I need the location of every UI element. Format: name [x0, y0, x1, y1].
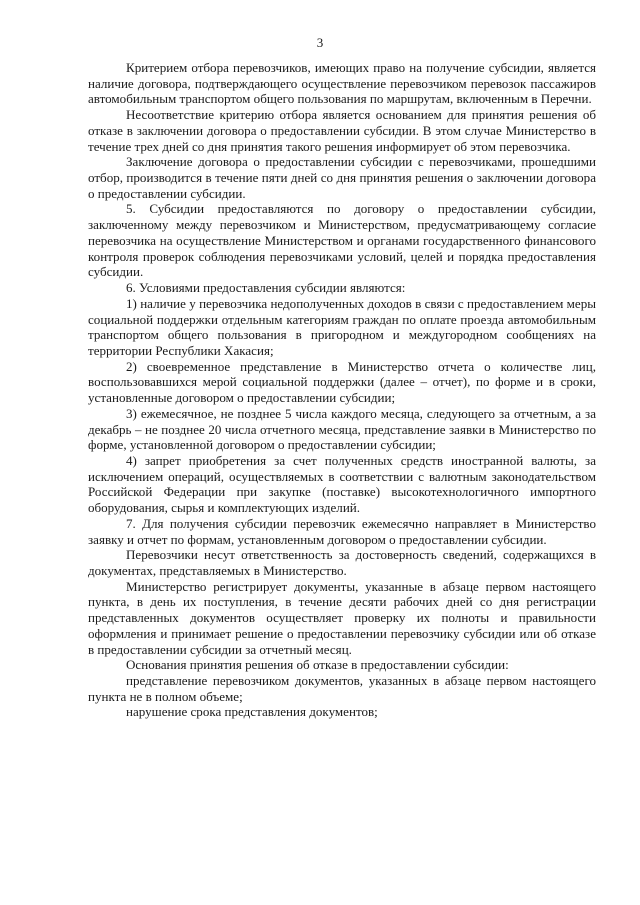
paragraph-condition-1: 1) наличие у перевозчика недополученных доходов в связи с предоставлением меры социальной поддержки отдельным категориям граждан по оплате проезда автомобильным транспортом общего пользования в пригородном и междугородном сообщениях на территории Республики Хакасия;	[88, 295, 596, 358]
paragraph-condition-3: 3) ежемесячное, не позднее 5 числа каждого месяца, следующего за отчетным, а за декабрь – не позднее 20 числа отчетного месяца, представление заявки в Министерство по форме, установленной договором о предоставлении субсидии;	[88, 405, 596, 453]
page-number: 3	[316, 35, 324, 50]
paragraph-refusal-deadline: нарушение срока представления документов;	[126, 704, 378, 720]
paragraph-carrier-responsibility: Перевозчики несут ответственность за достоверность сведений, содержащихся в документах, представляемых в Министерство.	[88, 547, 596, 578]
paragraph-agreement-conclusion: Заключение договора о предоставлении субсидии с перевозчиками, прошедшими отбор, производится в течение пяти дней со дня принятия решения о заключении договора о предоставлении субсидии.	[88, 154, 596, 201]
paragraph-ministry-registration: Министерство регистрирует документы, указанные в абзаце первом настоящего пункта, в день их поступления, в течение десяти рабочих дней со дня регистрации представленных документов осуществляет проверку их полноты и правильности оформления и принимает решение о предоставлении перевозчику субсидии или об отказе в предоставлении субсидии за отчетный месяц.	[88, 578, 596, 657]
paragraph-item-5: 5. Субсидии предоставляются по договору о предоставлении субсидии, заключенному между перевозчиком и Министерством, предусматривающему согласие перевозчика на осуществление Министерством и органами государственного финансового контроля проверок соблюдения перевозчиками условий, целей и порядка предоставления субсидии.	[88, 201, 596, 280]
paragraph-item-7: 7. Для получения субсидии перевозчик ежемесячно направляет в Министерство заявку и отчет по формам, установленным договором о предоставлении субсидии.	[88, 515, 596, 547]
paragraph-refusal-grounds-heading: Основания принятия решения об отказе в предоставлении субсидии:	[126, 657, 509, 673]
paragraph-noncompliance: Несоответствие критерию отбора является основанием для принятия решения об отказе в заключении договора о предоставлении субсидии. В этом случае Министерство в течение трех дней со дня принятия такого решения информирует об этом перевозчика.	[88, 107, 596, 154]
paragraph-selection-criterion: Критерием отбора перевозчиков, имеющих право на получение субсидии, является наличие договора, подтверждающего осуществление перевозчиком перевозок пассажиров автомобильным транспортом общего пользования по маршрутам, включенным в Перечни.	[88, 60, 596, 107]
document-body	[88, 60, 596, 720]
paragraph-condition-2: 2) своевременное представление в Министерство отчета о количестве лиц, воспользовавшихся мерой социальной поддержки (далее – отчет), по форме и в сроки, установленные договором о предоставлении субсидии;	[88, 358, 596, 406]
paragraph-item-6-heading: 6. Условиями предоставления субсидии являются:	[126, 280, 406, 296]
paragraph-condition-4: 4) запрет приобретения за счет полученных средств иностранной валюты, за исключением операций, осуществляемых в соответствии с валютным законодательством Российской Федерации при закупке (поставке) высокотехнологичного импортного оборудования, сырья и комплектующих изделий.	[88, 452, 596, 516]
paragraph-refusal-incomplete: представление перевозчиком документов, указанных в абзаце первом настоящего пункта не в полном объеме;	[88, 673, 596, 704]
